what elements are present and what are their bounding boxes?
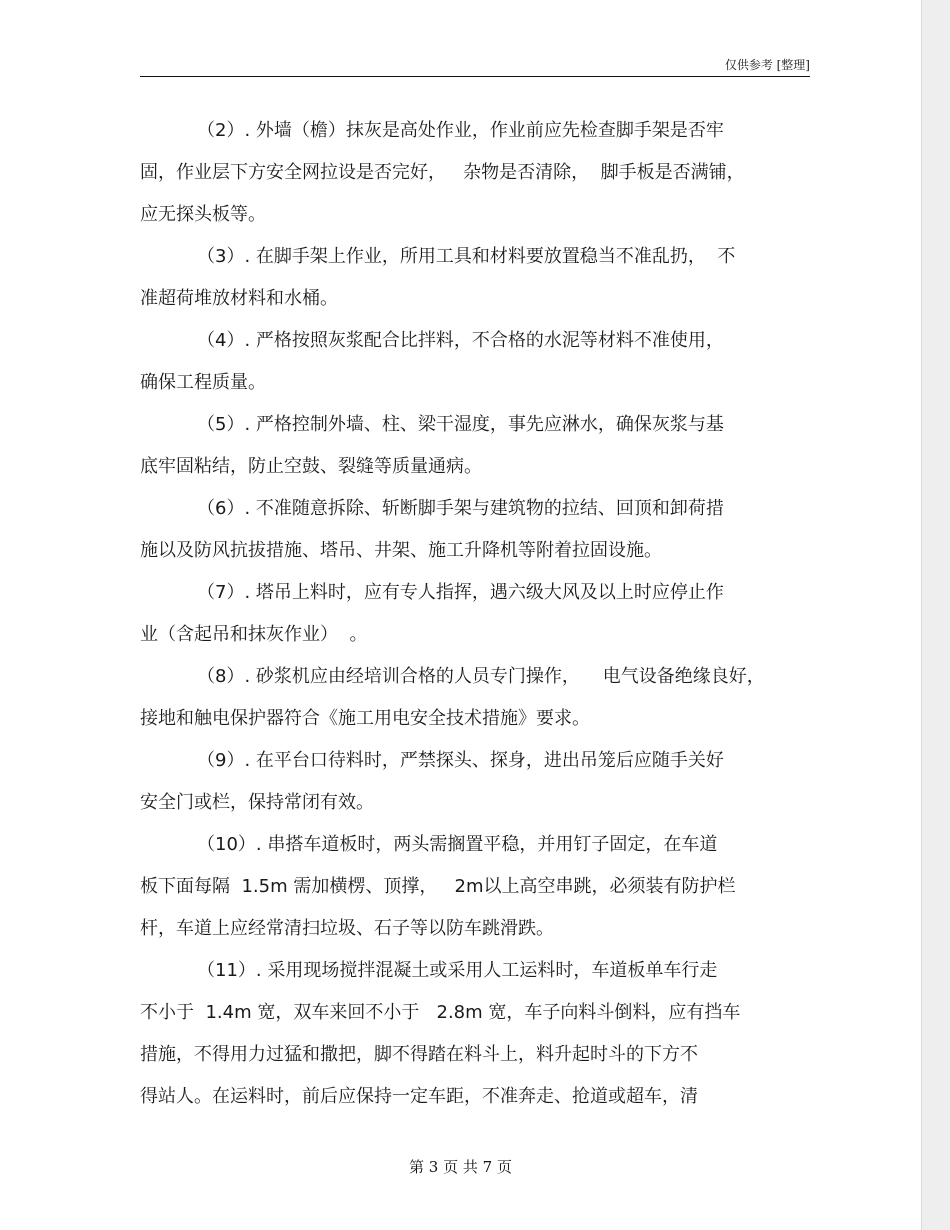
- paragraph-line: （2）. 外墙（檐）抹灰是高处作业，作业前应先检查脚手架是否牢: [197, 120, 724, 141]
- paragraph: [140, 320, 810, 404]
- paragraph-line: （11）. 采用现场搅拌混凝土或采用人工运料时，车道板单车行走: [197, 960, 718, 981]
- paragraph-line: （6）. 不准随意拆除、斩断脚手架与建筑物的拉结、回顶和卸荷措: [197, 498, 724, 519]
- paragraph-line: （8）. 砂浆机应由经培训合格的人员专门操作， 电气设备绝缘良好，: [197, 666, 765, 687]
- paragraph-line: （10）. 串搭车道板时，两头需搁置平稳，并用钉子固定，在车道: [197, 834, 718, 855]
- paragraph-line: 得站人。在运料时，前后应保持一定车距，不准奔走、抢道或超车，清: [140, 1086, 698, 1107]
- paragraph-line: （3）. 在脚手架上作业，所用工具和材料要放置稳当不准乱扔， 不: [197, 246, 736, 267]
- header-rule: [140, 76, 810, 77]
- page-header: 仅供参考 [整理]: [724, 58, 810, 72]
- paragraph-line: 业（含起吊和抹灰作业） 。: [140, 624, 368, 645]
- paragraph-line: 板下面每隔 1.5m 需加横楞、顶撑， 2m以上高空串跳，必须装有防护栏: [140, 876, 736, 897]
- paragraph-line: 应无探头板等。: [140, 204, 266, 225]
- paragraph-line: 不小于 1.4m 宽，双车来回不小于 2.8m 宽，车子向料斗倒料，应有挡车: [140, 1002, 741, 1023]
- paragraph-line: 准超荷堆放材料和水桶。: [140, 288, 338, 309]
- paragraph: [140, 488, 810, 572]
- paragraph-line: 固，作业层下方安全网拉设是否完好， 杂物是否清除， 脚手板是否满铺，: [140, 162, 745, 183]
- paragraph: [140, 656, 810, 740]
- paragraph-line: 措施，不得用力过猛和撒把，脚不得踏在料斗上，料升起时斗的下方不: [140, 1044, 698, 1065]
- paragraph: [140, 404, 810, 488]
- paragraph: [140, 824, 810, 950]
- paragraph-line: （5）. 严格控制外墙、柱、梁干湿度，事先应淋水，确保灰浆与基: [197, 414, 724, 435]
- paragraph-line: 底牢固粘结，防止空鼓、裂缝等质量通病。: [140, 456, 482, 477]
- paragraph: [140, 950, 810, 1118]
- paragraph-line: 安全门或栏，保持常闭有效。: [140, 792, 374, 813]
- paragraph-line: 接地和触电保护器符合《施工用电安全技术措施》要求。: [140, 708, 590, 729]
- paragraph: [140, 740, 810, 824]
- paragraph-line: （7）. 塔吊上料时，应有专人指挥，遇六级大风及以上时应停止作: [197, 582, 724, 603]
- document-body: [140, 110, 810, 1118]
- page-footer: 第 3 页 共 7 页: [409, 1158, 512, 1176]
- paragraph-line: 杆，车道上应经常清扫垃圾、石子等以防车跳滑跌。: [140, 918, 554, 939]
- paragraph-line: （4）. 严格按照灰浆配合比拌料，不合格的水泥等材料不准使用，: [197, 330, 724, 351]
- paragraph-line: 确保工程质量。: [140, 372, 266, 393]
- paragraph-line: （9）. 在平台口待料时，严禁探头、探身，进出吊笼后应随手关好: [197, 750, 724, 771]
- paragraph: [140, 236, 810, 320]
- paragraph-line: 施以及防风抗拔措施、塔吊、井架、施工升降机等附着拉固设施。: [140, 540, 662, 561]
- paragraph: [140, 110, 810, 236]
- paragraph: [140, 572, 810, 656]
